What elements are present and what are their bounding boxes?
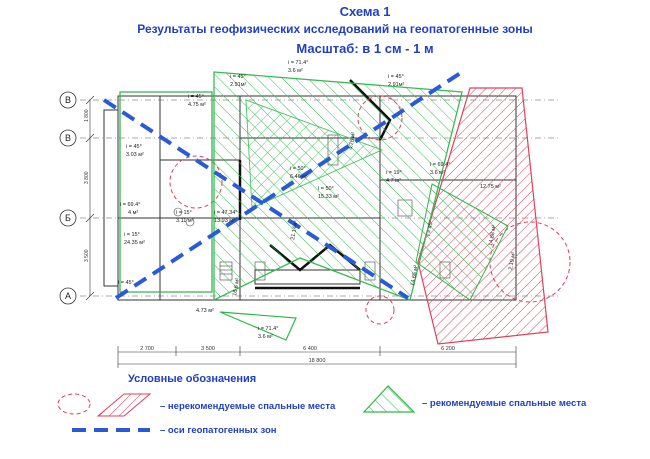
svg-text:i = 45°: i = 45° bbox=[118, 280, 134, 286]
grid-row-label: В bbox=[64, 133, 72, 143]
left-dim-label: 1 800 bbox=[84, 109, 90, 122]
svg-text:13.93 м²: 13.93 м² bbox=[214, 218, 235, 224]
svg-text:i = 45°: i = 45° bbox=[230, 74, 246, 80]
svg-text:6.46 м²: 6.46 м² bbox=[290, 174, 308, 180]
left-dimension-chain bbox=[86, 96, 94, 300]
svg-text:15.33 м²: 15.33 м² bbox=[318, 194, 339, 200]
legend-red-circle-icon bbox=[58, 394, 90, 414]
svg-text:i = 50°: i = 50° bbox=[318, 186, 334, 192]
legend-recommended: – рекомендуемые спальные места bbox=[422, 398, 587, 409]
svg-text:14.65 м²: 14.65 м² bbox=[410, 264, 420, 287]
svg-text:2.91м²: 2.91м² bbox=[230, 82, 247, 88]
legend-green-hatch-icon bbox=[364, 386, 414, 412]
grid-row-label: В bbox=[64, 95, 72, 105]
left-dim-label: 3 500 bbox=[84, 249, 90, 262]
total-dim-label: 18 800 bbox=[308, 358, 326, 364]
svg-text:i = 45°: i = 45° bbox=[188, 94, 204, 100]
svg-text:24.35 м²: 24.35 м² bbox=[124, 240, 145, 246]
svg-text:i = 69.4°: i = 69.4° bbox=[120, 202, 141, 208]
svg-text:i = 15°: i = 15° bbox=[124, 232, 140, 238]
bottom-dimension-chain bbox=[118, 346, 516, 368]
svg-text:i = 15°: i = 15° bbox=[176, 210, 192, 216]
svg-text:i = 71.4°: i = 71.4° bbox=[258, 326, 279, 332]
svg-text:i = 19°: i = 19° bbox=[386, 170, 402, 176]
grid-row-label: Б bbox=[65, 213, 71, 223]
grid-row-label: А bbox=[64, 291, 72, 301]
svg-text:12.75 м²: 12.75 м² bbox=[480, 184, 501, 190]
svg-text:3.6 м²: 3.6 м² bbox=[430, 170, 445, 176]
svg-text:i = 71.4°: i = 71.4° bbox=[288, 60, 309, 66]
svg-text:3.03 м²: 3.03 м² bbox=[126, 152, 144, 158]
svg-text:4.78 м²: 4.78 м² bbox=[348, 131, 358, 151]
svg-text:4.7 м²: 4.7 м² bbox=[386, 178, 401, 184]
svg-text:2.19 м²: 2.19 м² bbox=[508, 251, 518, 271]
svg-text:i = 45°: i = 45° bbox=[388, 74, 404, 80]
svg-text:i = 69.4°: i = 69.4° bbox=[430, 162, 451, 168]
svg-text:4 м²: 4 м² bbox=[128, 210, 139, 216]
svg-text:16.6 м²: 16.6 м² bbox=[232, 277, 242, 297]
grid-axis-markers bbox=[60, 92, 76, 304]
legend-title: Условные обозначения bbox=[128, 373, 257, 385]
svg-text:3.6 м²: 3.6 м² bbox=[258, 334, 273, 340]
legend-axes: – оси геопатогенных зон bbox=[160, 425, 277, 436]
svg-text:i = 47.34°: i = 47.34° bbox=[214, 210, 238, 216]
bottom-dim-label: 6 400 bbox=[303, 346, 317, 352]
svg-text:21.14м²: 21.14м² bbox=[290, 220, 300, 241]
bottom-dim-label: 3 500 bbox=[201, 346, 215, 352]
svg-text:i = 45°: i = 45° bbox=[126, 144, 142, 150]
bottom-dim-label: 2 700 bbox=[140, 346, 154, 352]
svg-text:i = 50°: i = 50° bbox=[290, 166, 306, 172]
left-dim-label: 3 800 bbox=[84, 171, 90, 184]
svg-text:i = 45°: i = 45° bbox=[426, 219, 435, 237]
bottom-dim-label: 6 200 bbox=[441, 346, 455, 352]
svg-text:14.88 м²: 14.88 м² bbox=[488, 224, 498, 247]
legend-not-recommended: – нерекомендуемые спальные места bbox=[160, 401, 336, 412]
scheme-subtitle: Результаты геофизических исследований на геопатогенные зоны bbox=[137, 22, 533, 36]
svg-text:4.75 м²: 4.75 м² bbox=[188, 102, 206, 108]
svg-text:3.11 м²: 3.11 м² bbox=[176, 218, 194, 224]
svg-text:4.73 м²: 4.73 м² bbox=[196, 308, 214, 314]
svg-text:2.91м²: 2.91м² bbox=[388, 82, 405, 88]
scale-label: Масштаб: в 1 см - 1 м bbox=[296, 41, 434, 56]
svg-text:3.6 м²: 3.6 м² bbox=[288, 68, 303, 74]
legend-red-hatch-icon bbox=[98, 394, 150, 416]
scheme-title: Схема 1 bbox=[339, 4, 391, 19]
